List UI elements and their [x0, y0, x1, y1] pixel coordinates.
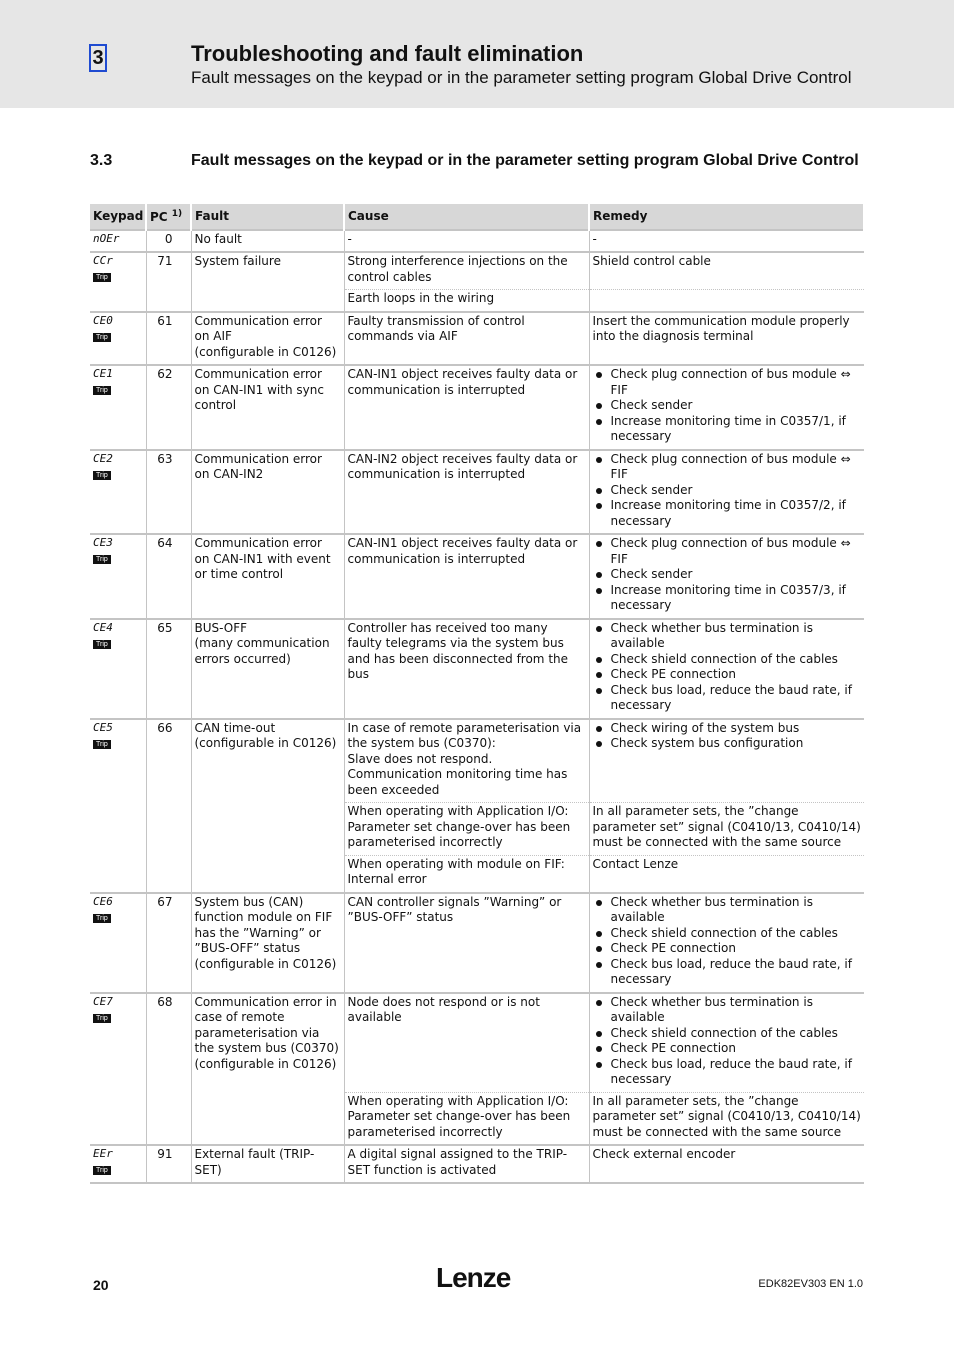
table-row — [90, 365, 864, 450]
fault-cell: No fault — [191, 230, 344, 253]
cause-cell: CAN controller signals ”Warning” or ”BUS-OFF” status — [344, 893, 589, 993]
table-header-row — [90, 204, 864, 230]
chapter-number-link[interactable]: 3 — [89, 44, 107, 72]
fault-cell: External fault (TRIP-SET) — [191, 1145, 344, 1183]
keypad-code: CE6 — [93, 894, 113, 908]
remedy-cell: - — [589, 230, 864, 253]
header-remedy: Remedy — [589, 204, 864, 230]
remedy-item: Check sender — [611, 567, 862, 583]
fault-line: (configurable in C0126) — [194, 344, 337, 359]
pc-cell: 68 — [146, 993, 191, 1146]
fault-cell — [191, 993, 344, 1146]
remedy-cell — [589, 719, 864, 803]
cause-line: Parameter set change-over has been parameterised incorrectly — [347, 1109, 571, 1139]
trip-badge: Trip — [93, 555, 111, 564]
remedy-item: Check bus load, reduce the baud rate, if necessary — [611, 683, 862, 714]
remedy-item: Check plug connection of bus module ⇔ FIF — [611, 367, 862, 398]
cause-line: Slave does not respond. — [347, 751, 493, 766]
remedy-cell: Check external encoder — [589, 1145, 864, 1183]
pc-cell: 65 — [146, 619, 191, 719]
cause-cell: CAN-IN1 object receives faulty data or communication is interrupted — [344, 534, 589, 619]
cause-cell — [344, 719, 589, 803]
keypad-cell — [90, 534, 146, 619]
chapter-subtitle: Fault messages on the keypad or in the parameter setting program Global Drive Control — [191, 68, 852, 87]
remedy-item: Increase monitoring time in C0357/2, if necessary — [611, 498, 862, 529]
remedy-item: Check bus load, reduce the baud rate, if necessary — [611, 957, 862, 988]
cause-cell: Strong interference injections on the control cables — [344, 252, 589, 290]
trip-badge: Trip — [93, 333, 111, 342]
keypad-cell — [90, 252, 146, 312]
table-row — [90, 312, 864, 366]
fault-cell: Communication error on CAN-IN2 — [191, 450, 344, 535]
page-number: 20 — [93, 1277, 109, 1293]
remedy-item: Check whether bus termination is available — [611, 621, 862, 652]
fault-line: BUS-OFF — [194, 620, 248, 635]
remedy-cell — [589, 290, 864, 312]
pc-cell: 61 — [146, 312, 191, 366]
remedy-item: Check whether bus termination is available — [611, 995, 862, 1026]
table-row — [90, 534, 864, 619]
trip-badge: Trip — [93, 386, 111, 395]
cause-line: Communication monitoring time has been exceeded — [347, 767, 568, 797]
remedy-item: Check sender — [611, 398, 862, 414]
cause-cell: - — [344, 230, 589, 253]
table-row — [90, 230, 864, 253]
fault-cell — [191, 312, 344, 366]
remedy-item: Check whether bus termination is available — [611, 895, 862, 926]
remedy-item: Check shield connection of the cables — [611, 1026, 862, 1042]
cause-cell: A digital signal assigned to the TRIP-SET function is activated — [344, 1145, 589, 1183]
trip-badge: Trip — [93, 914, 111, 923]
fault-line: System bus (CAN) function module on FIF has the ”Warning” or ”BUS-OFF” status — [194, 894, 333, 955]
remedy-cell: In all parameter sets, the ”change parameter set” signal (C0410/13, C0410/14) must be connected with the same source — [589, 1092, 864, 1145]
keypad-code: CCr — [93, 254, 113, 267]
cause-cell: CAN-IN1 object receives faulty data or communication is interrupted — [344, 365, 589, 450]
cause-cell: Controller has received too many faulty telegrams via the system bus and has been disconnected from the bus — [344, 619, 589, 719]
cause-cell: Node does not respond or is not available — [344, 993, 589, 1093]
remedy-item: Check plug connection of bus module ⇔ FIF — [611, 536, 862, 567]
trip-badge: Trip — [93, 471, 111, 480]
cause-cell — [344, 803, 589, 856]
keypad-cell — [90, 719, 146, 893]
trip-badge: Trip — [93, 1014, 111, 1023]
header-fault: Fault — [191, 204, 344, 230]
cause-cell: Faulty transmission of control commands via AIF — [344, 312, 589, 366]
pc-cell: 71 — [146, 252, 191, 312]
pc-cell: 91 — [146, 1145, 191, 1183]
table-row — [90, 619, 864, 719]
header-pc — [146, 204, 191, 230]
remedy-cell — [589, 893, 864, 993]
remedy-cell — [589, 619, 864, 719]
fault-cell — [191, 893, 344, 993]
fault-cell — [191, 719, 344, 893]
cause-cell — [344, 1092, 589, 1145]
remedy-cell — [589, 534, 864, 619]
remedy-item: Check plug connection of bus module ⇔ FIF — [611, 452, 862, 483]
pc-cell: 66 — [146, 719, 191, 893]
table-row — [90, 719, 864, 803]
header-pc-label: PC — [150, 210, 168, 224]
pc-cell: 67 — [146, 893, 191, 993]
trip-badge: Trip — [93, 740, 111, 749]
remedy-item: Check shield connection of the cables — [611, 652, 862, 668]
document-id: EDK82EV303 EN 1.0 — [758, 1278, 863, 1290]
remedy-item: Increase monitoring time in C0357/1, if necessary — [611, 414, 862, 445]
remedy-item: Check PE connection — [611, 1041, 862, 1057]
fault-cell: Communication error on CAN-IN1 with event or time control — [191, 534, 344, 619]
keypad-cell — [90, 365, 146, 450]
pc-cell: 63 — [146, 450, 191, 535]
lenze-logo: Lenze — [436, 1262, 511, 1293]
remedy-cell: Shield control cable — [589, 252, 864, 290]
cause-line: When operating with module on FIF: — [347, 856, 565, 871]
keypad-code: CE5 — [93, 720, 113, 734]
keypad-code: CE3 — [93, 536, 113, 549]
keypad-code: CE2 — [93, 451, 113, 465]
fault-table — [90, 204, 865, 1184]
header-cause: Cause — [344, 204, 589, 230]
cause-cell — [344, 855, 589, 893]
remedy-item: Increase monitoring time in C0357/3, if necessary — [611, 583, 862, 614]
table-row — [90, 893, 864, 993]
remedy-cell: Insert the communication module properly into the diagnosis terminal — [589, 312, 864, 366]
pc-cell: 64 — [146, 534, 191, 619]
keypad-cell — [90, 993, 146, 1146]
fault-line: Communication error — [194, 313, 322, 328]
fault-line: (configurable in C0126) — [194, 1056, 337, 1071]
table-row — [90, 252, 864, 290]
fault-line: (many communication errors occurred) — [194, 636, 330, 666]
remedy-cell: Contact Lenze — [589, 855, 864, 893]
pc-cell: 62 — [146, 365, 191, 450]
fault-line: (configurable in C0126) — [194, 736, 337, 750]
fault-line: Communication error in case of remote parameterisation via the system bus (C0370) — [194, 994, 339, 1055]
fault-line: on AIF — [194, 329, 232, 343]
keypad-code: CE4 — [93, 620, 113, 634]
keypad-cell — [90, 619, 146, 719]
section-title: Fault messages on the keypad or in the parameter setting program Global Drive Control — [191, 152, 859, 169]
remedy-item: Check sender — [611, 483, 862, 499]
remedy-item: Check PE connection — [611, 941, 862, 957]
table-row — [90, 450, 864, 535]
cause-cell: CAN-IN2 object receives faulty data or communication is interrupted — [344, 450, 589, 535]
remedy-cell — [589, 450, 864, 535]
trip-badge: Trip — [93, 273, 111, 282]
cause-cell: Earth loops in the wiring — [344, 290, 589, 312]
remedy-cell — [589, 993, 864, 1093]
fault-line: CAN time-out — [194, 720, 276, 735]
header-keypad: Keypad — [90, 204, 146, 230]
trip-badge: Trip — [93, 640, 111, 649]
section-number: 3.3 — [90, 152, 113, 169]
remedy-cell: In all parameter sets, the ”change parameter set” signal (C0410/13, C0410/14) must be connected with the same source — [589, 803, 864, 856]
remedy-item: Check shield connection of the cables — [611, 926, 862, 942]
remedy-cell — [589, 365, 864, 450]
table-row — [90, 1145, 864, 1183]
cause-line: Internal error — [347, 872, 427, 886]
keypad-code: CE1 — [93, 367, 113, 380]
keypad-cell — [90, 312, 146, 366]
keypad-cell — [90, 1145, 146, 1183]
remedy-item: Check PE connection — [611, 667, 862, 683]
remedy-item: Check wiring of the system bus — [611, 721, 862, 737]
fault-cell: System failure — [191, 252, 344, 312]
trip-badge: Trip — [93, 1166, 111, 1175]
keypad-code: CE0 — [93, 313, 113, 327]
header-pc-footnote: 1) — [171, 209, 183, 219]
pc-cell: 0 — [146, 230, 191, 253]
keypad-code: CE7 — [93, 994, 113, 1008]
fault-cell — [191, 619, 344, 719]
cause-line: When operating with Application I/O: — [347, 804, 569, 818]
remedy-item: Check bus load, reduce the baud rate, if necessary — [611, 1057, 862, 1088]
keypad-cell — [90, 230, 146, 253]
keypad-cell — [90, 893, 146, 993]
table-row — [90, 993, 864, 1093]
fault-cell: Communication error on CAN-IN1 with sync control — [191, 365, 344, 450]
keypad-code: nOEr — [93, 231, 120, 245]
remedy-item: Check system bus configuration — [611, 736, 862, 752]
cause-line: In case of remote parameterisation via the system bus (C0370): — [347, 720, 582, 750]
chapter-title: Troubleshooting and fault elimination — [191, 41, 584, 66]
cause-line: Parameter set change-over has been parameterised incorrectly — [347, 819, 571, 849]
keypad-cell — [90, 450, 146, 535]
cause-line: When operating with Application I/O: — [347, 1093, 569, 1108]
keypad-code: EEr — [93, 1147, 113, 1160]
fault-line: (configurable in C0126) — [194, 956, 337, 971]
